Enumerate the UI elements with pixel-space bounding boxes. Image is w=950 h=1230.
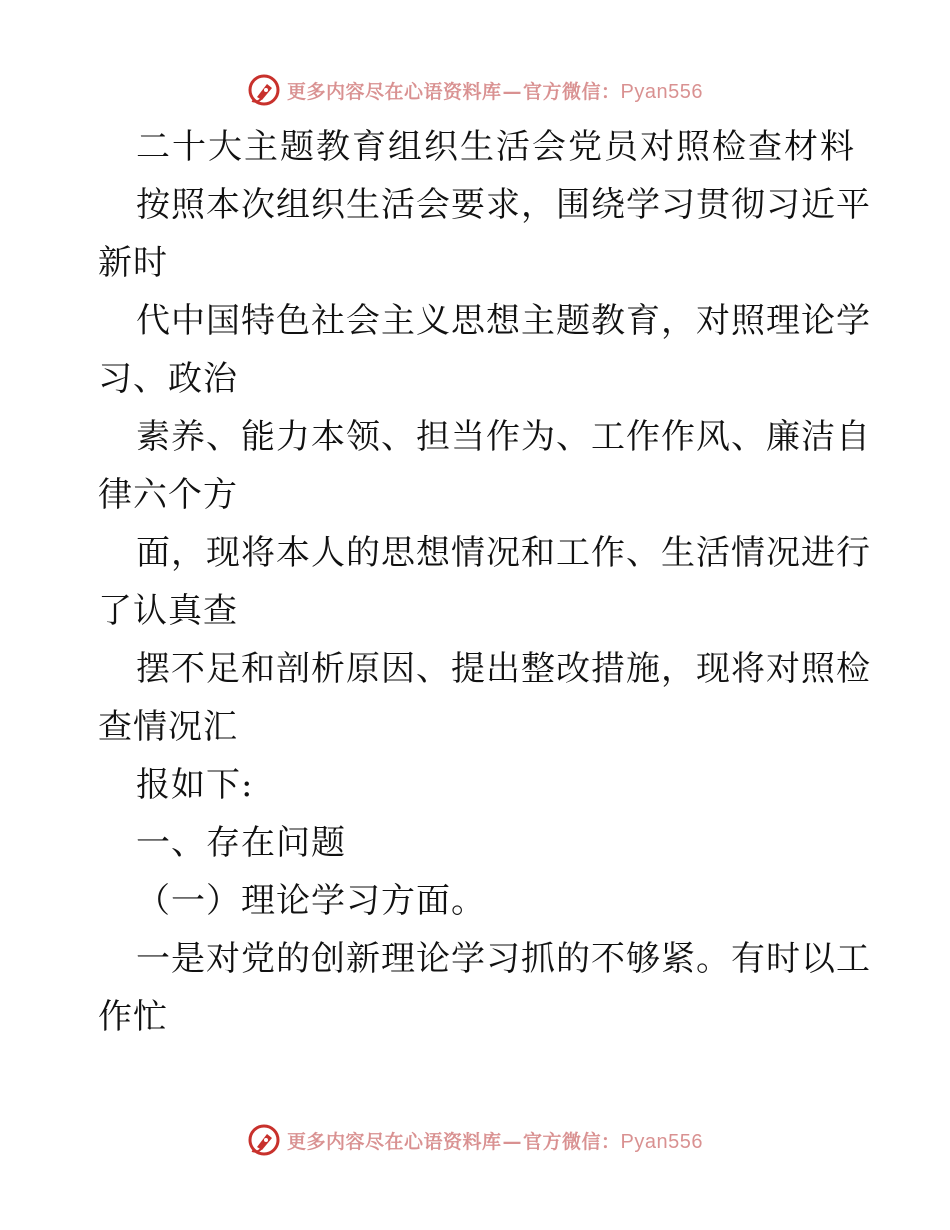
paragraph-line: 摆不足和剖析原因、提出整改措施，现将对照检 bbox=[136, 649, 871, 689]
paragraph-line: 查情况汇 bbox=[98, 707, 238, 747]
paragraph-line: 律六个方 bbox=[98, 475, 238, 515]
wechat-handle: Pyan556 bbox=[620, 1130, 703, 1153]
site-slogan: 更多内容尽在心语资料库 bbox=[287, 80, 502, 103]
pen-nib-logo-icon bbox=[247, 73, 281, 107]
paragraph-line: 新时 bbox=[98, 243, 168, 283]
section-heading: 一、存在问题 bbox=[136, 823, 346, 863]
document-body bbox=[98, 118, 871, 1046]
paragraph-line: 报如下: bbox=[136, 765, 254, 805]
wechat-label: 官方微信： bbox=[523, 1130, 621, 1153]
paragraph-line: 作忙 bbox=[98, 997, 168, 1037]
paragraph-line: 代中国特色社会主义思想主题教育，对照理论学 bbox=[136, 301, 871, 341]
subsection-heading: （一）理论学习方面。 bbox=[136, 881, 486, 921]
paragraph-line: 一是对党的创新理论学习抓的不够紧。有时以工 bbox=[136, 939, 871, 979]
banner-dash: — bbox=[502, 1130, 523, 1153]
paragraph-line: 了认真查 bbox=[98, 591, 238, 631]
paragraph-line: 习、政治 bbox=[98, 359, 238, 399]
paragraph-line: 按照本次组织生活会要求，围绕学习贯彻习近平 bbox=[136, 185, 871, 225]
paragraph-line: 素养、能力本领、担当作为、工作作风、廉洁自 bbox=[136, 417, 871, 457]
paragraph-line: 面，现将本人的思想情况和工作、生活情况进行 bbox=[136, 533, 871, 573]
document-title: 二十大主题教育组织生活会党员对照检查材料 bbox=[136, 127, 856, 167]
site-slogan: 更多内容尽在心语资料库 bbox=[287, 1130, 502, 1153]
footer-banner bbox=[0, 1120, 950, 1160]
footer-banner-text bbox=[287, 1127, 703, 1154]
banner-dash: — bbox=[502, 80, 523, 103]
pen-nib-logo-icon bbox=[247, 1123, 281, 1157]
header-banner-text bbox=[287, 77, 703, 104]
wechat-handle: Pyan556 bbox=[620, 80, 703, 103]
header-banner bbox=[0, 70, 950, 110]
wechat-label: 官方微信： bbox=[523, 80, 621, 103]
